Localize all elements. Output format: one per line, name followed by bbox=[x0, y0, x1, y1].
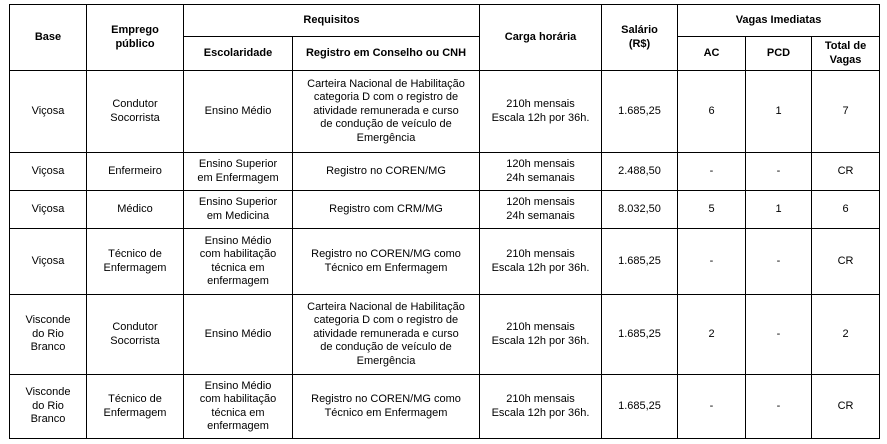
cell-ac: 5 bbox=[678, 191, 746, 229]
cell-pcd: 1 bbox=[746, 71, 812, 153]
cell-base: Visconde do Rio Branco bbox=[10, 295, 87, 375]
cell-total: CR bbox=[812, 375, 880, 439]
cell-base: Viçosa bbox=[10, 153, 87, 191]
table-row bbox=[10, 191, 880, 229]
cell-base: Visconde do Rio Branco bbox=[10, 375, 87, 439]
cell-emprego: Técnico de Enfermagem bbox=[87, 375, 184, 439]
cell-salario: 1.685,25 bbox=[602, 71, 678, 153]
cell-salario: 1.685,25 bbox=[602, 375, 678, 439]
header-emprego: Emprego público bbox=[87, 5, 184, 71]
cell-salario: 1.685,25 bbox=[602, 229, 678, 295]
cell-total: 7 bbox=[812, 71, 880, 153]
cell-escolaridade: Ensino Médio com habilitação técnica em enfermagem bbox=[184, 375, 293, 439]
cell-salario: 1.685,25 bbox=[602, 295, 678, 375]
cell-escolaridade: Ensino Superior em Enfermagem bbox=[184, 153, 293, 191]
cell-pcd: 1 bbox=[746, 191, 812, 229]
table-row bbox=[10, 375, 880, 439]
cell-base: Viçosa bbox=[10, 191, 87, 229]
cell-salario: 8.032,50 bbox=[602, 191, 678, 229]
cell-carga: 120h mensais 24h semanais bbox=[480, 153, 602, 191]
header-registro: Registro em Conselho ou CNH bbox=[293, 37, 480, 71]
cell-escolaridade: Ensino Superior em Medicina bbox=[184, 191, 293, 229]
table-row bbox=[10, 295, 880, 375]
cell-carga: 210h mensais Escala 12h por 36h. bbox=[480, 375, 602, 439]
cell-carga: 210h mensais Escala 12h por 36h. bbox=[480, 295, 602, 375]
header-ac: AC bbox=[678, 37, 746, 71]
header-requisitos: Requisitos bbox=[184, 5, 480, 37]
header-total: Total de Vagas bbox=[812, 37, 880, 71]
cell-emprego: Enfermeiro bbox=[87, 153, 184, 191]
cell-registro: Carteira Nacional de Habilitação categoria D com o registro de atividade remunerada e curso de condução de veículo de Emergência bbox=[293, 71, 480, 153]
cell-registro: Registro no COREN/MG como Técnico em Enfermagem bbox=[293, 375, 480, 439]
header-vagas: Vagas Imediatas bbox=[678, 5, 880, 37]
cell-escolaridade: Ensino Médio bbox=[184, 295, 293, 375]
header-carga: Carga horária bbox=[480, 5, 602, 71]
table-row bbox=[10, 71, 880, 153]
cell-escolaridade: Ensino Médio com habilitação técnica em enfermagem bbox=[184, 229, 293, 295]
cell-pcd: - bbox=[746, 375, 812, 439]
cell-ac: - bbox=[678, 375, 746, 439]
cell-registro: Carteira Nacional de Habilitação categoria D com o registro de atividade remunerada e curso de condução de veículo de Emergência bbox=[293, 295, 480, 375]
cell-registro: Registro no COREN/MG como Técnico em Enfermagem bbox=[293, 229, 480, 295]
cell-total: CR bbox=[812, 153, 880, 191]
header-base: Base bbox=[10, 5, 87, 71]
cell-salario: 2.488,50 bbox=[602, 153, 678, 191]
cell-ac: - bbox=[678, 153, 746, 191]
cell-pcd: - bbox=[746, 295, 812, 375]
cell-carga: 210h mensais Escala 12h por 36h. bbox=[480, 229, 602, 295]
cell-total: 6 bbox=[812, 191, 880, 229]
cell-pcd: - bbox=[746, 229, 812, 295]
cell-emprego: Condutor Socorrista bbox=[87, 295, 184, 375]
vacancy-table bbox=[9, 4, 880, 439]
cell-carga: 210h mensais Escala 12h por 36h. bbox=[480, 71, 602, 153]
cell-total: CR bbox=[812, 229, 880, 295]
table-row bbox=[10, 229, 880, 295]
cell-ac: 2 bbox=[678, 295, 746, 375]
cell-ac: - bbox=[678, 229, 746, 295]
cell-emprego: Médico bbox=[87, 191, 184, 229]
cell-emprego: Condutor Socorrista bbox=[87, 71, 184, 153]
cell-pcd: - bbox=[746, 153, 812, 191]
cell-base: Viçosa bbox=[10, 229, 87, 295]
cell-escolaridade: Ensino Médio bbox=[184, 71, 293, 153]
cell-emprego: Técnico de Enfermagem bbox=[87, 229, 184, 295]
cell-registro: Registro com CRM/MG bbox=[293, 191, 480, 229]
cell-carga: 120h mensais 24h semanais bbox=[480, 191, 602, 229]
header-pcd: PCD bbox=[746, 37, 812, 71]
header-salario: Salário (R$) bbox=[602, 5, 678, 71]
header-escolaridade: Escolaridade bbox=[184, 37, 293, 71]
cell-base: Viçosa bbox=[10, 71, 87, 153]
table-row bbox=[10, 153, 880, 191]
cell-ac: 6 bbox=[678, 71, 746, 153]
cell-total: 2 bbox=[812, 295, 880, 375]
cell-registro: Registro no COREN/MG bbox=[293, 153, 480, 191]
